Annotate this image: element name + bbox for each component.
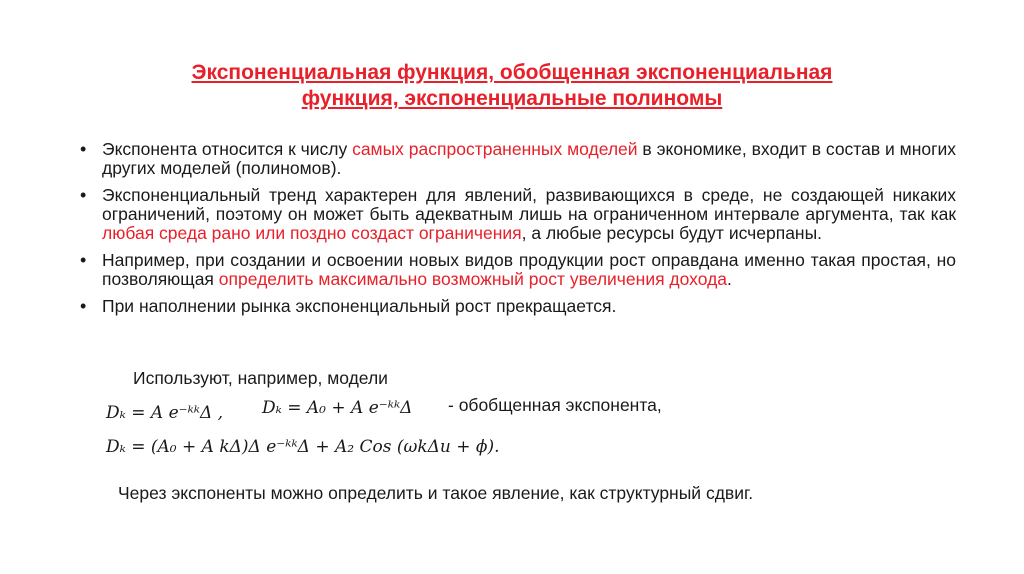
bullet-text xyxy=(102,297,956,316)
bullet-marker: • xyxy=(80,250,87,270)
bullet-text-highlight: самых распространенных моделей xyxy=(352,139,638,159)
bullet-text xyxy=(102,186,956,243)
bullet-item xyxy=(80,251,956,289)
bullet-marker: • xyxy=(80,185,87,205)
bullet-text-plain: в экономике, входит в состав и многих других моделей (полиномов). xyxy=(102,139,956,178)
title-line-2: функция, экспоненциальные полиномы xyxy=(301,87,723,110)
title-line-1: Экспоненциальная функция, обобщенная экспоненциальная xyxy=(191,61,833,84)
use-models-text: Используют, например, модели xyxy=(133,368,388,388)
formula-exponent: Dₖ = A e⁻ᵏᵏΔ , xyxy=(106,403,224,423)
generalized-label: - обобщенная экспонента, xyxy=(448,395,662,415)
bullet-text-plain: Например, при создании и освоении новых видов продукции рост оправдана именно такая простая, но позволяющая xyxy=(102,250,956,289)
bullet-marker: • xyxy=(80,296,87,316)
bullet-text-plain: , а любые ресурсы будут исчерпаны. xyxy=(521,223,823,243)
formula-polynomial: Dₖ = (A₀ + A kΔ)Δ e⁻ᵏᵏΔ + A₂ Cos (ωkΔи + ϕ). xyxy=(106,437,500,457)
bullet-list xyxy=(80,140,956,324)
bullet-item xyxy=(80,297,956,316)
conclusion-text: Через экспоненты можно определить и такое явление, как структурный сдвиг. xyxy=(118,483,754,503)
bullet-text xyxy=(102,140,956,178)
bullet-text-plain: Экспонента относится к числу xyxy=(102,139,353,159)
bullet-text-plain: При наполнении рынка экспоненциальный рост прекращается. xyxy=(102,296,617,316)
bullet-text-highlight: любая среда рано или поздно создаст ограничения xyxy=(102,223,522,243)
bullet-text-plain: . xyxy=(727,269,732,289)
formula-generalized: Dₖ = A₀ + A e⁻ᵏᵏΔ xyxy=(262,398,413,418)
bullet-text-highlight: определить максимально возможный рост увеличения дохода xyxy=(218,269,728,289)
slide-title xyxy=(100,60,924,112)
bullet-text xyxy=(102,251,956,289)
bullet-marker: • xyxy=(80,139,87,159)
bullet-item xyxy=(80,186,956,243)
bullet-text-plain: Экспоненциальный тренд характерен для явлений, развивающихся в среде, не создающей никаких ограничений, поэтому он может быть адекватным лишь на ограниченном интервале аргумента, так как xyxy=(102,185,956,224)
bullet-item xyxy=(80,140,956,178)
